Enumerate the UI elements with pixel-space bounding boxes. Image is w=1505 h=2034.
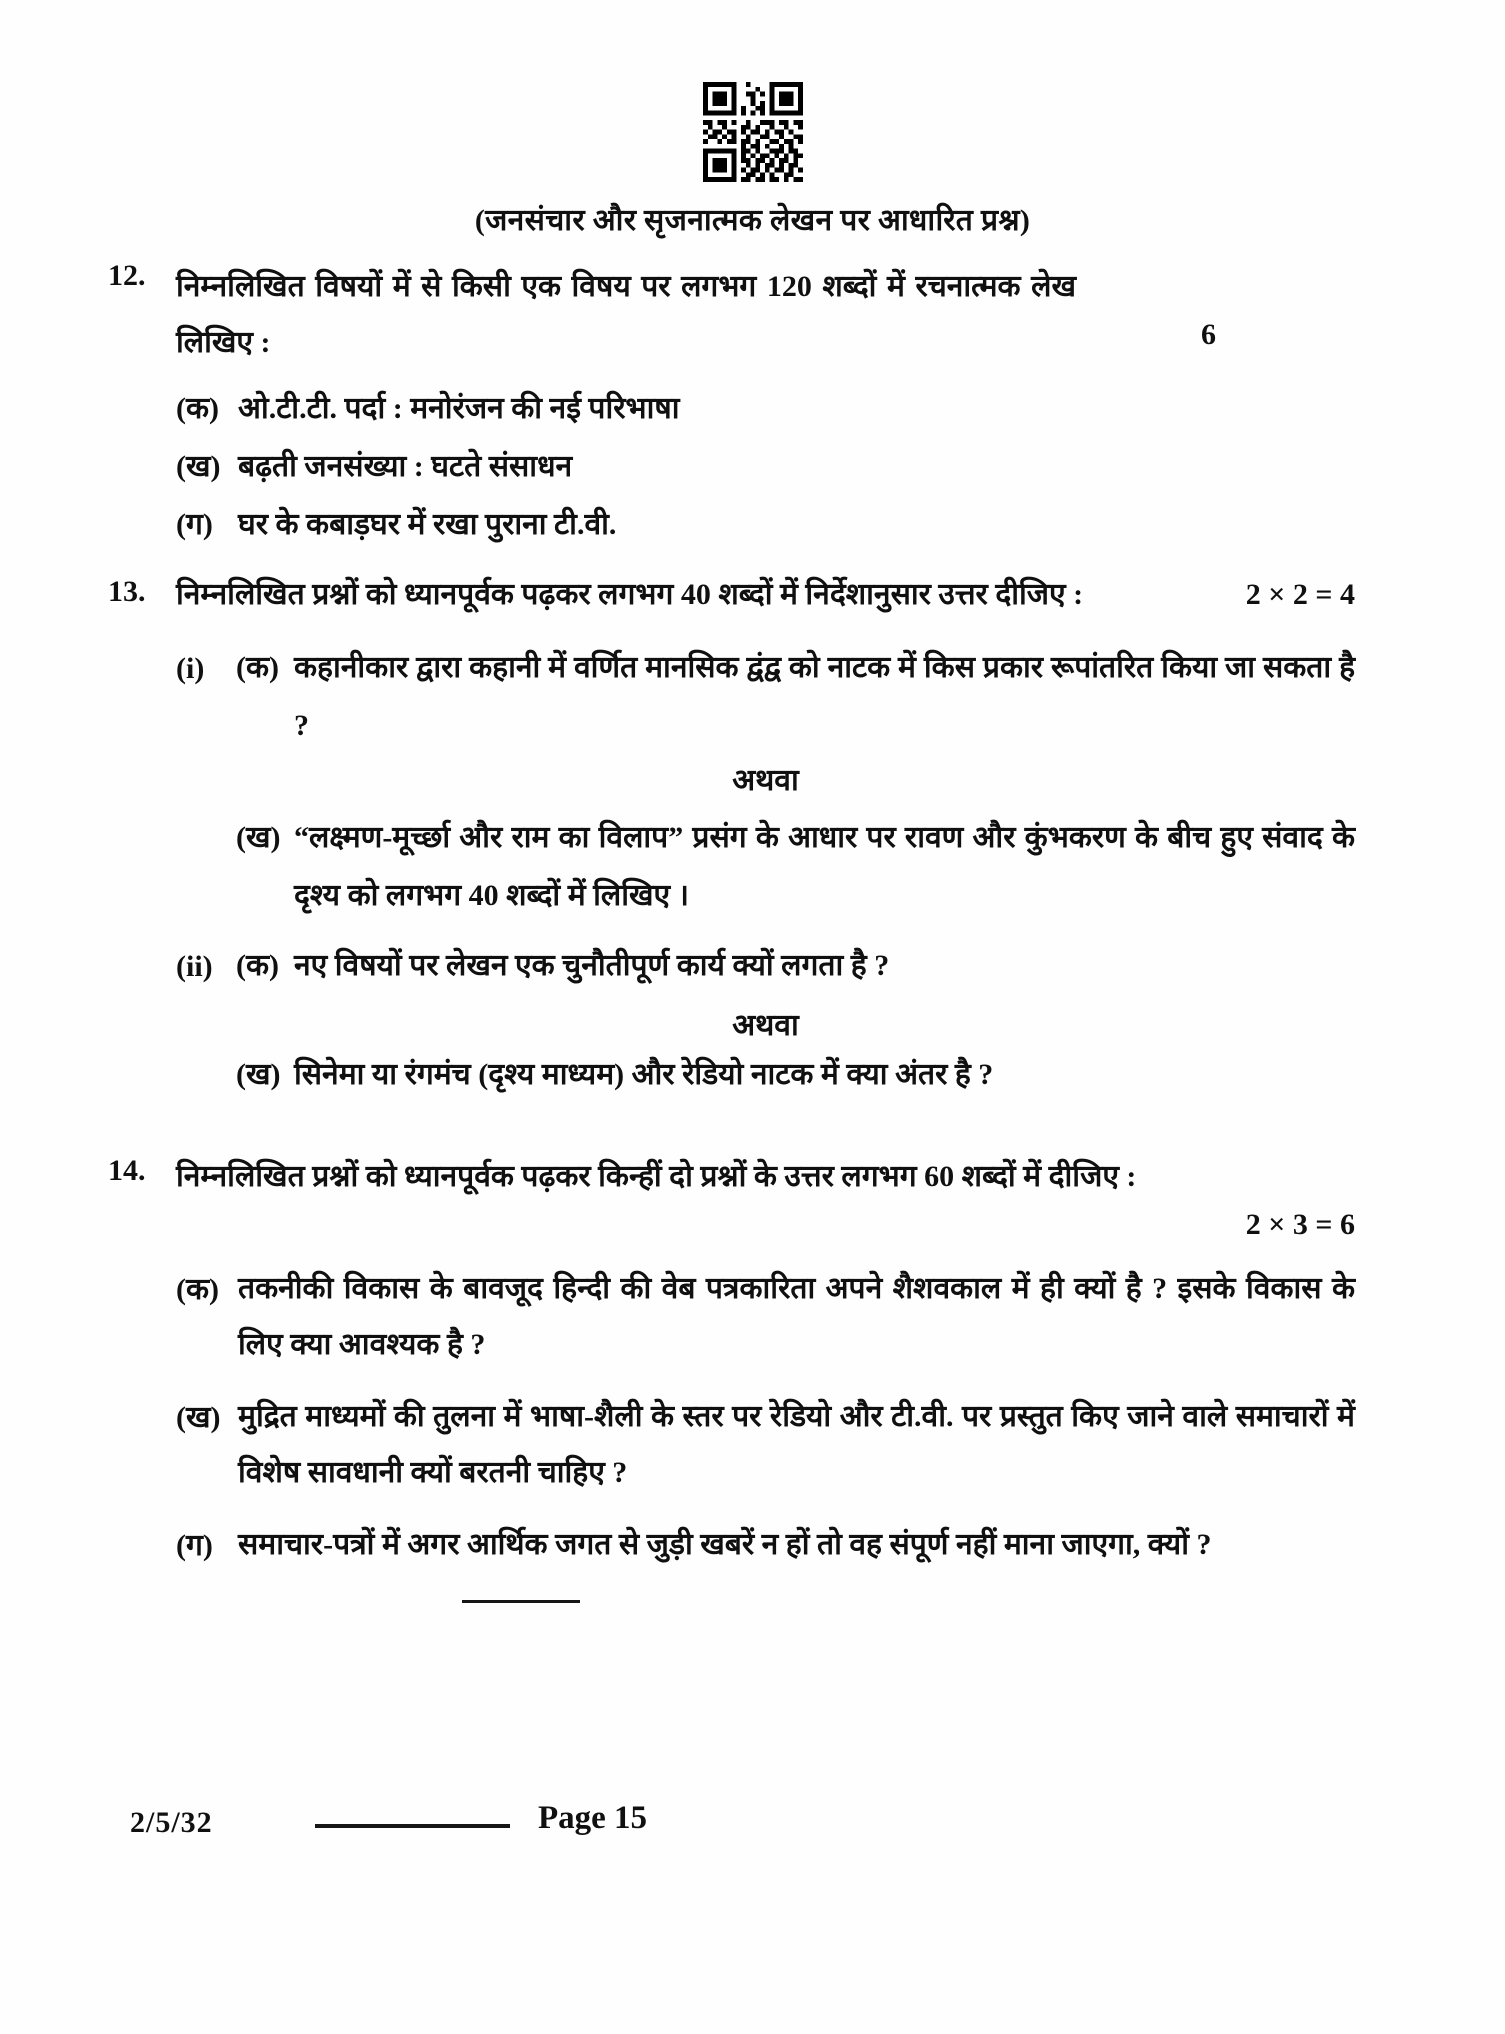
paper-code: 2/5/32 xyxy=(130,1806,213,1839)
part-ii-label: (ii) xyxy=(176,950,213,983)
option-ka-label: (क) xyxy=(176,392,220,425)
page-number: Page 15 xyxy=(538,1800,648,1836)
part-ii-option-ka-text: नए विषयों पर लेखन एक चुनौतीपूर्ण कार्य क्यों लगता है ? xyxy=(294,949,890,982)
list-item xyxy=(176,1389,1355,1501)
option-ga-label: (ग) xyxy=(176,1529,213,1562)
option-ga-label: (ग) xyxy=(176,508,213,541)
part-i-option-ka-text: कहानीकार द्वारा कहानी में वर्णित मानसिक द्वंद्व को नाटक में किस प्रकार रूपांतरित किया जा सकता है ? xyxy=(294,651,1355,742)
question-12-options xyxy=(176,389,1355,545)
part-ii-spacer xyxy=(176,1054,236,1096)
footer-divider xyxy=(315,1824,510,1828)
question-13-number: 13. xyxy=(108,575,146,608)
page-footer xyxy=(0,1798,1505,1868)
question-14-marks: 2 × 3 = 6 xyxy=(1245,1208,1355,1241)
part-i-option-kha-label: (ख) xyxy=(236,821,281,854)
question-12 xyxy=(108,259,1355,545)
option-kha-text: मुद्रित माध्यमों की तुलना में भाषा-शैली के स्तर पर रेडियो और टी.वी. पर प्रस्तुत किए जाने वाले समाचारों में विशेष सावधानी क्यों बरतनी चाहिए ? xyxy=(238,1400,1355,1489)
list-item xyxy=(176,505,1355,545)
list-item xyxy=(176,1517,1355,1574)
part-ii-option-ka-label: (क) xyxy=(236,949,280,982)
part-ii-option-kha-label: (ख) xyxy=(236,1058,281,1091)
question-14-number: 14. xyxy=(108,1154,146,1187)
option-kha-label: (ख) xyxy=(176,1401,221,1434)
qr-code-container xyxy=(0,0,1505,182)
option-ka-label: (क) xyxy=(176,1273,220,1306)
list-item xyxy=(176,1261,1355,1373)
question-13-part-ii xyxy=(176,945,1355,1096)
question-12-instruction: निम्नलिखित विषयों में से किसी एक विषय पर लगभग 120 शब्दों में रचनात्मक लेख लिखिए : xyxy=(176,270,1076,359)
option-ga-text: समाचार-पत्रों में अगर आर्थिक जगत से जुड़ी खबरें न हों तो वह संपूर्ण नहीं माना जाएगा, क्यों ? xyxy=(238,1528,1212,1561)
part-i-option-ka-label: (क) xyxy=(236,651,280,684)
question-13 xyxy=(108,575,1355,1096)
option-kha-label: (ख) xyxy=(176,450,221,483)
question-12-number: 12. xyxy=(108,259,146,292)
section-title: (जनसंचार और सृजनात्मक लेखन पर आधारित प्रश्न) xyxy=(474,204,1031,237)
option-ka-text: ओ.टी.टी. पर्दा : मनोरंजन की नई परिभाषा xyxy=(238,392,680,425)
part-i-spacer xyxy=(176,809,236,925)
option-ga-text: घर के कबाड़घर में रखा पुराना टी.वी. xyxy=(238,508,617,541)
question-13-marks: 2 × 2 = 4 xyxy=(1245,578,1355,611)
question-12-text xyxy=(176,259,1216,371)
qr-code-icon xyxy=(703,82,803,182)
question-12-marks: 6 xyxy=(1201,318,1216,351)
question-13-part-i xyxy=(176,639,1355,925)
list-item xyxy=(176,389,1355,429)
question-14 xyxy=(108,1154,1355,1574)
question-13-instruction: निम्नलिखित प्रश्नों को ध्यानपूर्वक पढ़कर लगभग 40 शब्दों में निर्देशानुसार उत्तर दीजिए : xyxy=(176,578,1084,611)
question-14-instruction: निम्नलिखित प्रश्नों को ध्यानपूर्वक पढ़कर किन्हीं दो प्रश्नों के उत्तर लगभग 60 शब्दों में दीजिए : xyxy=(176,1160,1137,1193)
part-i-label: (i) xyxy=(176,652,205,685)
list-item xyxy=(176,447,1355,487)
part-i-option-kha-text: “लक्ष्मण-मूर्च्छा और राम का विलाप” प्रसंग के आधार पर रावण और कुंभकरण के बीच हुए संवाद के दृश्य को लगभग 40 शब्दों में लिखिए । xyxy=(294,821,1355,912)
or-divider: अथवा xyxy=(732,764,799,797)
option-ka-text: तकनीकी विकास के बावजूद हिन्दी की वेब पत्रकारिता अपने शैशवकाल में ही क्यों है ? इसके विकास के लिए क्या आवश्यक है ? xyxy=(238,1272,1355,1361)
option-kha-text: बढ़ती जनसंख्या : घटते संसाधन xyxy=(238,450,573,483)
part-ii-option-kha-text: सिनेमा या रंगमंच (दृश्य माध्यम) और रेडियो नाटक में क्या अंतर है ? xyxy=(294,1058,994,1091)
or-divider: अथवा xyxy=(732,1009,799,1042)
section-end-divider xyxy=(462,1600,580,1603)
